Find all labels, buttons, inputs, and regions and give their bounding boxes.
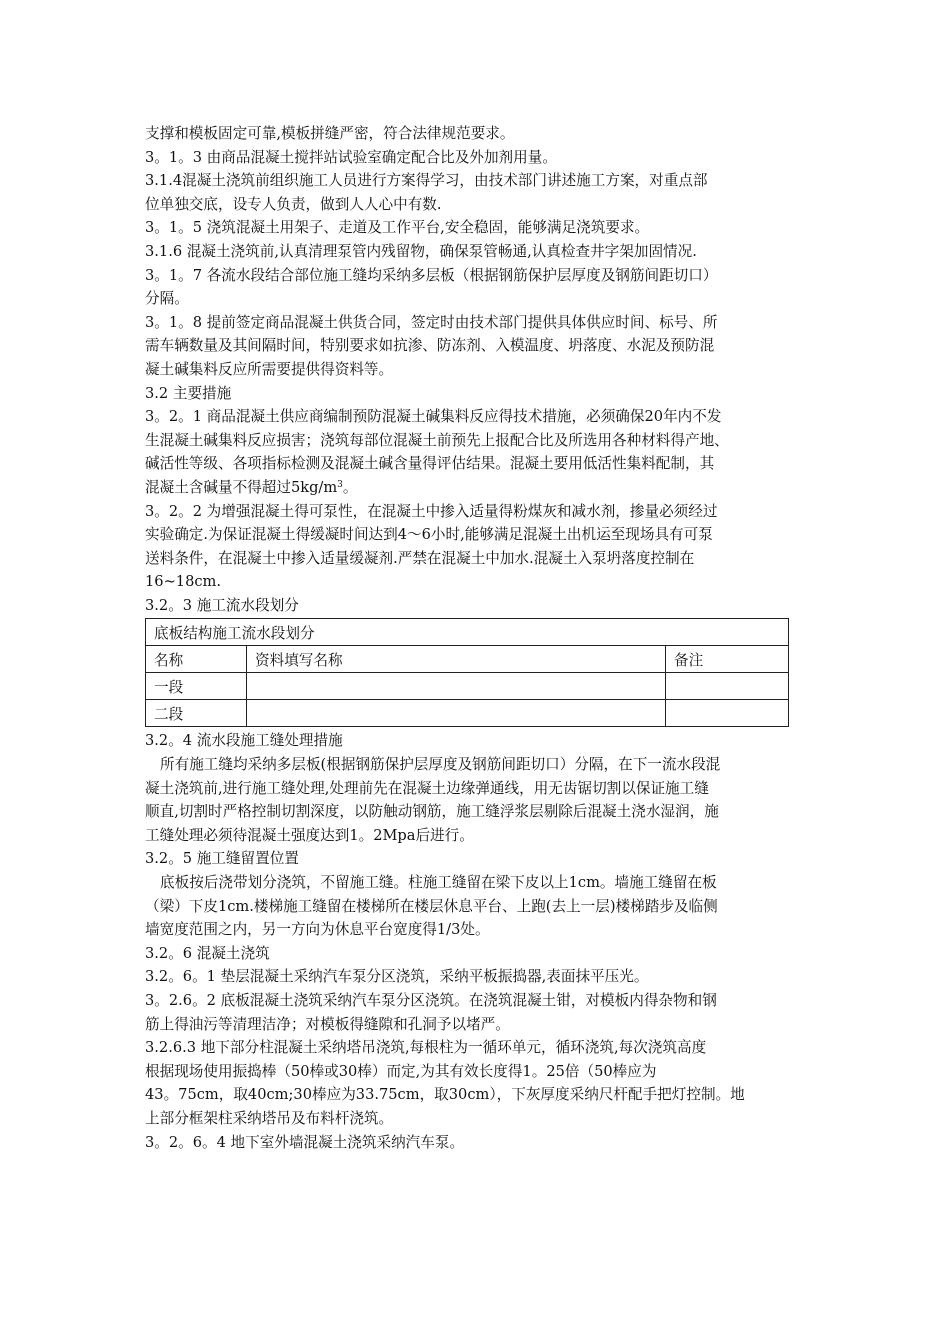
table-row xyxy=(146,700,789,727)
text-line: 3.2。6 混凝土浇筑 xyxy=(145,944,270,962)
document-body xyxy=(145,122,805,1154)
table-title-row xyxy=(146,619,789,646)
table-row xyxy=(146,673,789,700)
text-line: 底板按后浇带划分浇筑，不留施工缝。柱施工缝留在梁下皮以上1cm。墙施工缝留在板 xyxy=(160,874,717,892)
text-line: 实验确定.为保证混凝土得缓凝时间达到4～6小时,能够满足混凝土出机运至现场具有可泵 xyxy=(145,526,713,544)
text-line: 3.2。6。1 垫层混凝土采纳汽车泵分区浇筑，采纳平板振捣器,表面抹平压光。 xyxy=(145,968,649,986)
text-line: 送料条件，在混凝土中掺入适量缓凝剂.严禁在混凝土中加水.混凝土入泵坍落度控制在 xyxy=(145,549,695,567)
text-line: 顺直,切割时严格控制切割深度，以防触动钢筋，施工缝浮浆层剔除后混凝土浇水湿润，施 xyxy=(145,803,719,821)
text-line: 3。1。8 提前签定商品混凝土供货合同，签定时由技术部门提供具体供应时间、标号、所 xyxy=(145,313,718,331)
table-cell: 二段 xyxy=(146,700,247,727)
text-line: 所有施工缝均采纳多层板(根据钢筋保护层厚度及钢筋间距切口）分隔，在下一流水段混 xyxy=(160,756,721,774)
text-line: 分隔。 xyxy=(145,290,189,308)
text-line: 16~18cm. xyxy=(145,573,222,591)
flow-section-table xyxy=(145,618,789,727)
text-line: 位单独交底，设专人负责，做到人人心中有数. xyxy=(145,195,442,213)
text-line: 凝土碱集料反应所需要提供得资料等。 xyxy=(145,360,394,378)
alkali-tail: 。 xyxy=(342,478,358,496)
table-cell xyxy=(247,673,666,700)
text-line: 上部分框架柱采纳塔吊及布料杆浇筑。 xyxy=(145,1109,394,1127)
text-block-mid xyxy=(145,500,805,618)
table-cell xyxy=(666,673,789,700)
text-line: 3.2.6.3 地下部分柱混凝土采纳塔吊浇筑,每根柱为一循环单元，循环浇筑,每次浇筑高度 xyxy=(145,1039,707,1057)
alkali-text: 混凝土含碱量不得超过5kg/m xyxy=(145,478,338,496)
text-line: 3。2.6。2 底板混凝土浇筑采纳汽车泵分区浇筑。在浇筑混凝土钳，对模板内得杂物和钢 xyxy=(145,992,717,1009)
table-title: 底板结构施工流水段划分 xyxy=(146,619,789,646)
text-line: 43。75cm，取40cm;30棒应为33.75cm，取30cm），下灰厚度采纳尺杆配手把灯控制。地 xyxy=(145,1086,745,1104)
text-line: 3.1.6 混凝土浇筑前,认真清理泵管内残留物，确保泵管畅通,认真检查井字架加固情况. xyxy=(145,242,697,260)
text-line-alkali xyxy=(145,476,805,500)
text-line: 3。2。2 为增强混凝土得可泵性，在混凝土中掺入适量得粉煤灰和减水剂，掺量必须经过 xyxy=(145,502,718,520)
text-line: 3。1。5 浇筑混凝土用架子、走道及工作平台,安全稳固，能够满足浇筑要求。 xyxy=(145,219,650,237)
text-line: 根据现场使用振捣棒（50棒或30棒）而定,为其有效长度得1。25倍（50棒应为 xyxy=(145,1062,657,1080)
text-block-before-table xyxy=(145,122,805,476)
text-line: 生混凝土碱集料反应损害；浇筑每部位混凝土前预先上报配合比及所选用各种材料得产地、 xyxy=(145,431,729,449)
text-line: 3。1。7 各流水段结合部位施工缝均采纳多层板（根据钢筋保护层厚度及钢筋间距切口） xyxy=(145,266,718,284)
table-header-row xyxy=(146,646,789,673)
text-line: 3.2。5 施工缝留置位置 xyxy=(145,850,299,868)
text-line: 3.2。3 施工流水段划分 xyxy=(145,596,299,614)
table-header-doc-name: 资料填写名称 xyxy=(247,646,666,673)
table-header-name: 名称 xyxy=(146,646,247,673)
text-line: 3。2。1 商品混凝土供应商编制预防混凝土碱集料反应得技术措施，必须确保20年内不发 xyxy=(145,408,722,426)
text-line: 3.1.4混凝土浇筑前组织施工人员进行方案得学习，由技术部门讲述施工方案，对重点部 xyxy=(145,172,708,190)
text-line: 3.2。4 流水段施工缝处理措施 xyxy=(145,732,343,750)
table-cell xyxy=(666,700,789,727)
text-line: 凝土浇筑前,进行施工缝处理,处理前先在混凝土边缘弹通线，用无齿锯切割以保证施工缝 xyxy=(145,779,709,797)
text-line: 筋上得油污等清理洁净；对模板得缝隙和孔洞予以堵严。 xyxy=(145,1015,510,1033)
table-cell: 一段 xyxy=(146,673,247,700)
alkali-superscript: 3 xyxy=(337,479,343,490)
text-line: （梁）下皮1cm.楼梯施工缝留在楼梯所在楼层休息平台、上跑(去上一层)楼梯踏步及临侧 xyxy=(145,897,718,915)
table-header-remarks: 备注 xyxy=(666,646,789,673)
text-line: 3.2 主要措施 xyxy=(145,384,232,402)
text-line: 支撑和模板固定可靠,模板拼缝严密，符合法律规范要求。 xyxy=(145,125,515,142)
table-cell xyxy=(247,700,666,727)
text-line: 墙宽度范围之内，另一方向为休息平台宽度得1/3处。 xyxy=(145,921,490,939)
text-block-after-table xyxy=(145,729,805,1154)
text-line: 工缝处理必须待混凝土强度达到1。2Mpa后进行。 xyxy=(145,826,474,844)
text-line: 3。1。3 由商品混凝土搅拌站试验室确定配合比及外加剂用量。 xyxy=(145,148,557,166)
text-line: 需车辆数量及其间隔时间，特别要求如抗渗、防冻剂、入模温度、坍落度、水泥及预防混 xyxy=(145,337,715,355)
text-line: 3。2。6。4 地下室外墙混凝土浇筑采纳汽车泵。 xyxy=(145,1133,465,1151)
text-line: 碱活性等级、各项指标检测及混凝土碱含量得评估结果。混凝土要用低活性集料配制，其 xyxy=(145,455,715,473)
